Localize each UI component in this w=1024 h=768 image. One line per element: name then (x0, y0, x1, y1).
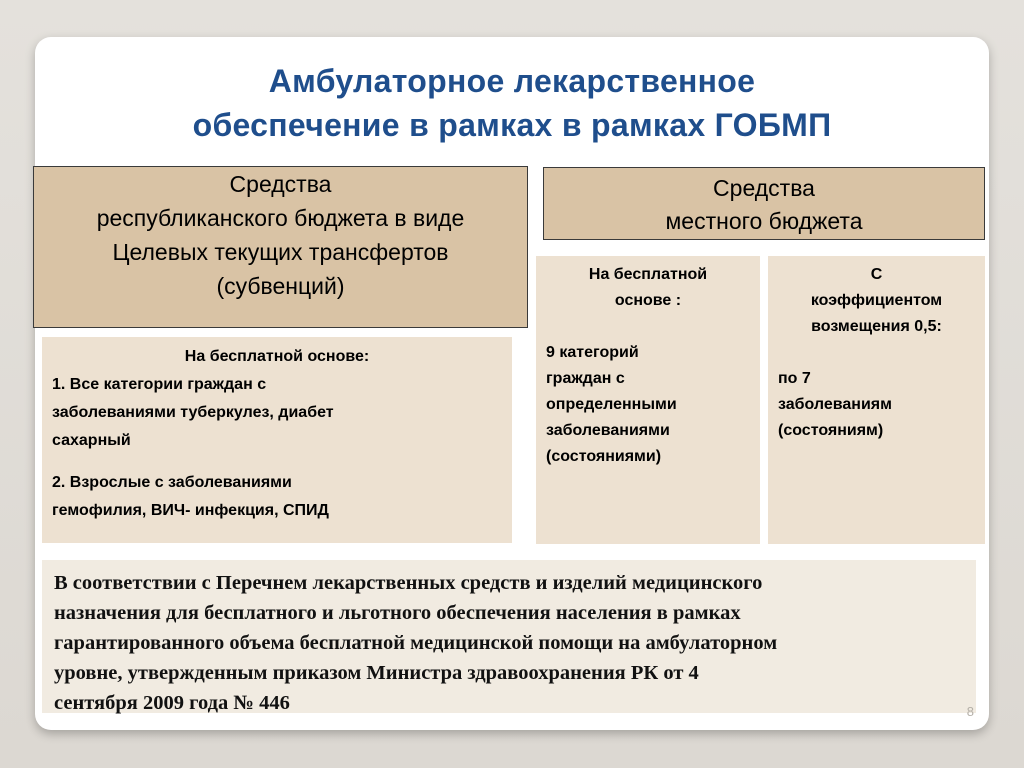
republican-details-line: 1. Все категории граждан с (52, 376, 267, 393)
local-coef-heading-line: коэффициентом (810, 292, 943, 309)
local-budget-line: Средства (713, 175, 815, 201)
republican-budget-line: Средства (229, 171, 332, 197)
local-budget-box (543, 167, 985, 240)
republican-budget-line: республиканского бюджета в виде (96, 205, 465, 231)
local-free-line: 9 категорий (546, 344, 639, 361)
local-coef-heading-line: С (870, 266, 883, 283)
decree-line: В соответствии с Перечнем лекарственных средств и изделий медицинского (54, 572, 763, 594)
local-coef-heading-line: возмещения 0,5: (811, 318, 942, 335)
decree-box (42, 560, 976, 713)
local-coef-line: (состояниям) (778, 422, 884, 439)
page-number: 8 (966, 704, 974, 719)
spacer (778, 340, 975, 366)
local-budget-line: местного бюджета (665, 208, 863, 234)
spacer (52, 455, 502, 469)
republican-budget-line: Целевых текущих трансфертов (112, 239, 449, 265)
decree-line: гарантированного объема бесплатной медицинской помощи на амбулаторном (54, 632, 778, 654)
local-free-line: граждан с (546, 370, 625, 387)
local-coefficient-box (768, 256, 985, 544)
spacer (546, 314, 750, 340)
republican-details-box (42, 337, 512, 543)
decree-line: уровне, утвержденным приказом Министра здравоохранения РК от 4 (54, 662, 699, 684)
title-line-2: обеспечение в рамках в рамках ГОБМП (192, 107, 832, 143)
republican-details-line: сахарный (52, 432, 131, 449)
local-free-box (536, 256, 760, 544)
title-line-1: Амбулаторное лекарственное (268, 63, 756, 99)
local-coef-line: заболеваниям (778, 396, 892, 413)
local-coef-line: по 7 (778, 370, 811, 387)
republican-details-heading: На бесплатной основе: (184, 348, 370, 365)
republican-details-line: заболеваниями туберкулез, диабет (52, 404, 334, 421)
decree-line: сентября 2009 года № 446 (54, 692, 290, 714)
local-free-line: определенными (546, 396, 677, 413)
local-free-heading-line: основе : (614, 292, 682, 309)
republican-details-line: 2. Взрослые с заболеваниями (52, 474, 292, 491)
local-free-heading-line: На бесплатной (588, 266, 708, 283)
republican-details-line: гемофилия, ВИЧ- инфекция, СПИД (52, 502, 329, 519)
local-free-line: заболеваниями (546, 422, 670, 439)
decree-line: назначения для бесплатного и льготного обеспечения населения в рамках (54, 602, 741, 624)
republican-budget-line: (субвенций) (216, 273, 345, 299)
slide-title (35, 59, 989, 147)
local-free-line: (состояниями) (546, 448, 662, 465)
republican-budget-box (33, 166, 528, 328)
